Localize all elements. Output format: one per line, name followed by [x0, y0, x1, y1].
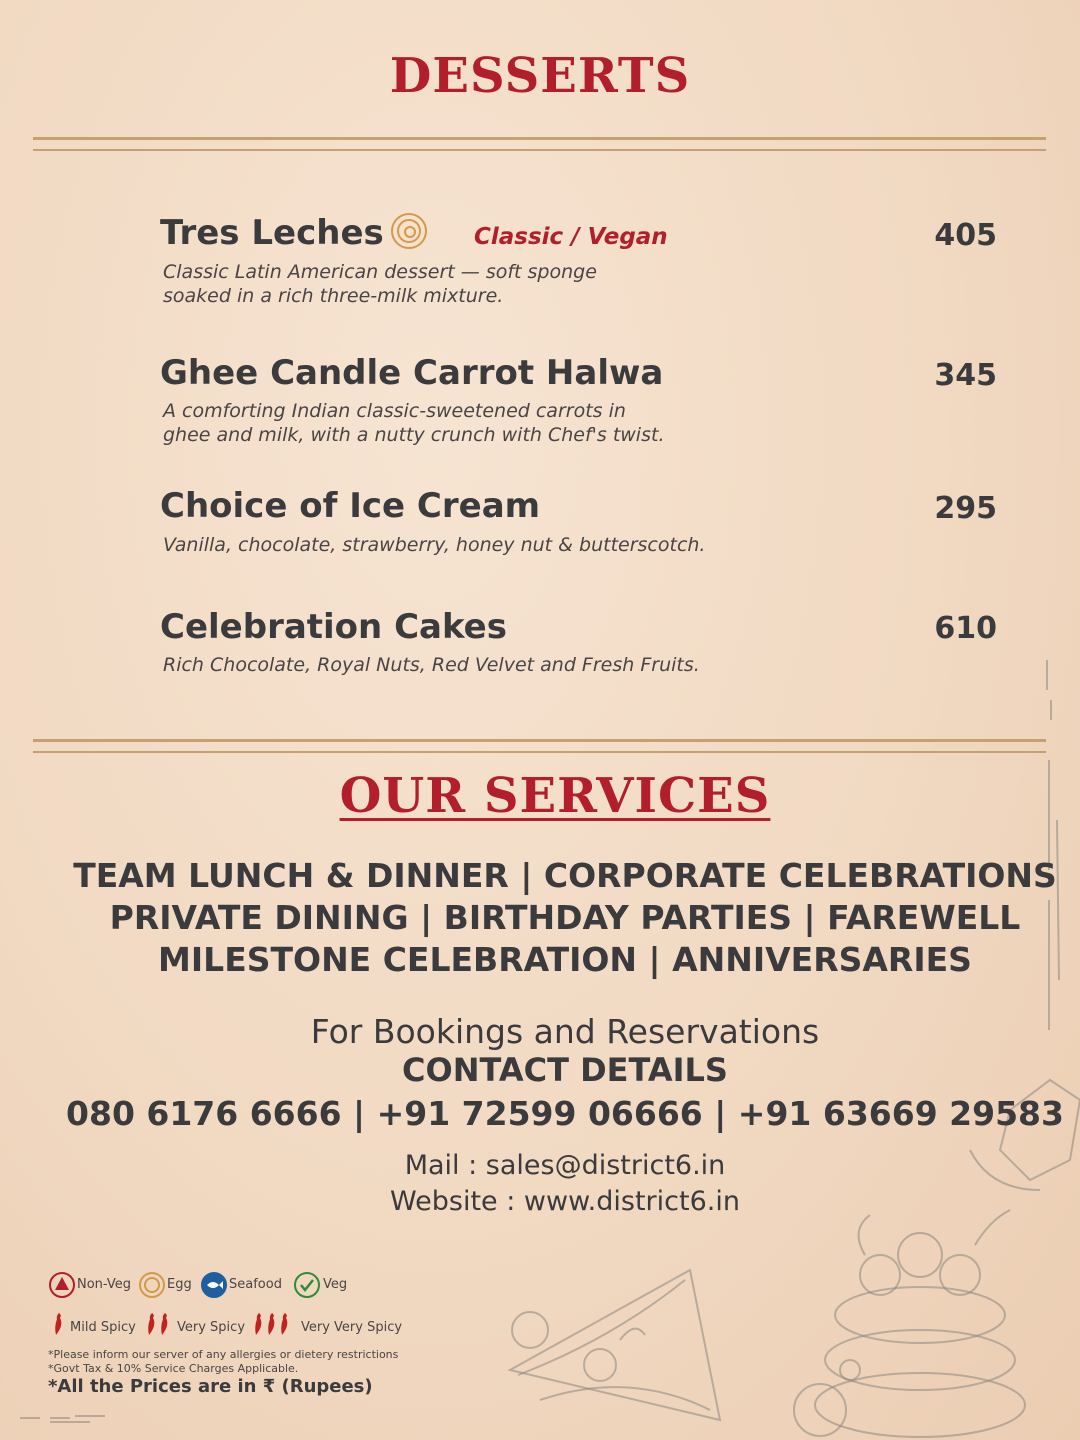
- top-rule-thin: [33, 149, 1046, 151]
- phone-numbers[interactable]: 080 6176 6666 | +91 72599 06666 | +91 63669 29583: [66, 1094, 1064, 1133]
- booking-intro: For Bookings and Reservations: [310, 1012, 820, 1051]
- item-price: 345: [934, 358, 997, 393]
- legend-mild-spicy: Mild Spicy: [70, 1320, 136, 1335]
- services-line: PRIVATE DINING | BIRTHDAY PARTIES | FAREWELL: [109, 898, 1021, 937]
- description-line: A comforting Indian classic-sweetened carrots in: [163, 400, 626, 422]
- item-price: 610: [934, 611, 997, 646]
- seafood-icon: [200, 1271, 228, 1299]
- egg-icon: [138, 1271, 166, 1299]
- prices-note: *All the Prices are in ₹ (Rupees): [48, 1376, 373, 1397]
- item-name-carrot-halwa: Ghee Candle Carrot Halwa: [160, 353, 664, 393]
- description-line: Classic Latin American dessert — soft sponge: [163, 261, 597, 283]
- legend-very-very-spicy: Very Very Spicy: [301, 1320, 403, 1335]
- middle-rule-thin: [33, 751, 1046, 753]
- middle-rule: [33, 739, 1046, 742]
- legend-veg: Veg: [323, 1277, 348, 1292]
- description-line: ghee and milk, with a nutty crunch with Chef's twist.: [163, 424, 665, 446]
- item-description: [163, 399, 783, 447]
- desserts-heading: DESSERTS: [389, 48, 691, 104]
- item-name-ice-cream: Choice of Ice Cream: [160, 486, 541, 526]
- website-link[interactable]: Website : www.district6.in: [390, 1186, 740, 1217]
- item-name-tres-leches: Tres Leches: [160, 213, 384, 253]
- allergy-note: *Please inform our server of any allergies or dietery restrictions: [48, 1348, 399, 1361]
- legend-egg: Egg: [167, 1277, 192, 1292]
- chili-icon: [250, 1311, 294, 1337]
- item-description: Vanilla, chocolate, strawberry, honey nut & butterscotch.: [163, 534, 706, 556]
- item-description: Rich Chocolate, Royal Nuts, Red Velvet and Fresh Fruits.: [163, 654, 700, 676]
- side-sketch-lines: [1035, 650, 1075, 1040]
- item-name-celebration-cakes: Celebration Cakes: [160, 607, 507, 647]
- chili-icon: [143, 1311, 173, 1337]
- item-price: 405: [934, 218, 997, 253]
- legend-very-spicy: Very Spicy: [177, 1320, 246, 1335]
- chili-icon: [50, 1311, 66, 1337]
- legend-seafood: Seafood: [229, 1277, 282, 1292]
- services-heading: OUR SERVICES: [339, 768, 771, 824]
- item-price: 295: [934, 491, 997, 526]
- legend-non-veg: Non-Veg: [77, 1277, 131, 1292]
- item-tag-classic-vegan: Classic / Vegan: [474, 224, 668, 250]
- non-veg-icon: [48, 1271, 76, 1299]
- bottom-left-dashes: [20, 1410, 400, 1430]
- veg-icon: [293, 1271, 321, 1299]
- top-rule: [33, 137, 1046, 140]
- tax-note: *Govt Tax & 10% Service Charges Applicable.: [48, 1362, 299, 1375]
- item-description: [163, 260, 783, 308]
- services-line: TEAM LUNCH & DINNER | CORPORATE CELEBRATIONS: [73, 856, 1057, 895]
- email-address[interactable]: Mail : sales@district6.in: [404, 1150, 726, 1181]
- contact-heading: CONTACT DETAILS: [402, 1051, 728, 1089]
- egg-icon: [390, 212, 428, 250]
- services-line: MILESTONE CELEBRATION | ANNIVERSARIES: [158, 940, 972, 979]
- description-line: soaked in a rich three-milk mixture.: [163, 285, 504, 307]
